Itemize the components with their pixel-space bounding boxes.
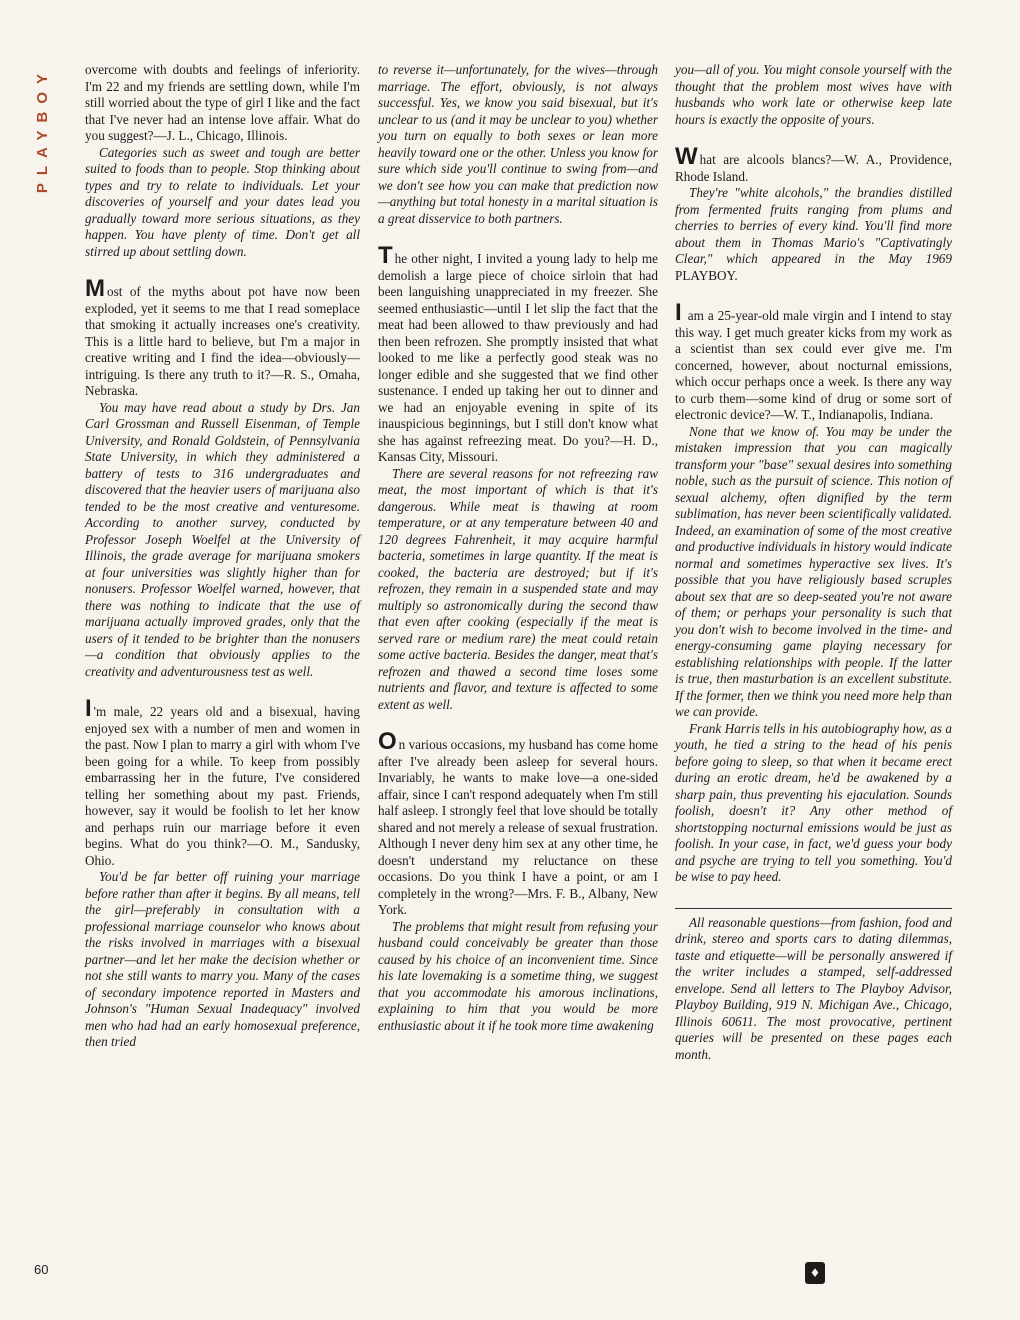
advisor-item: [675, 143, 952, 284]
rabbit-logo-icon: ♦: [805, 1262, 825, 1284]
masthead: PLAYBOY: [34, 66, 51, 194]
question-body: hat are alcools blancs?—W. A., Providence, Rhode Island.: [675, 152, 952, 184]
advisor-item: [378, 62, 658, 227]
question-text: [675, 299, 953, 424]
column-2: [378, 62, 658, 1056]
advisor-item: [85, 62, 360, 260]
advisor-item: [85, 695, 360, 1051]
magazine-name: PLAYBOY.: [675, 267, 738, 283]
drop-cap: T: [378, 242, 393, 269]
answer-text: None that we know of. You may be under the mistaken impression that you can magically transform your "base" sexual desires into something noble, such as the pursuit of science. This notion of sexual alchemy, often dignified by the term sublimation, has never been scientifically validated. Indeed, an examination of some of the most creative and productive individuals in history would indicate normal and sometimes hyperactive sex lives. It's possible that you have religiously based scruples about sex that are so deep-seated you're not aware of them; or perhaps your personality is such that you don't wish to become involved in the time- and energy-consuming game playing necessary for establishing relationships with people. If the latter is true, then masturbation is an excellent substitute. If the former, then we think you need more help than we can provide.: [675, 423, 952, 719]
drop-cap: I: [85, 695, 92, 722]
question-text: [378, 728, 658, 919]
advisor-item: [85, 275, 360, 680]
answer-body: They're "white alcohols," the brandies distilled from fermented fruits ranging from plums and cherries to berries of every kind. You'll find more about them in Thomas Mario's "Captivatingly Clear," which appeared in the May 1969: [675, 185, 952, 266]
answer-text: You may have read about a study by Drs. Jan Carl Grossman and Russell Eisenman, of Temple University, and Ronald Goldstein, of Pennsylvania State University, in which they administered a battery of tests to 316 undergraduates and discovered that the heavier users of marijuana also tended to be the most creative and venturesome. According to another survey, conducted by Professor Joseph Woelfel at the University of Illinois, the grade average for marijuana smokers at four universities was slightly higher than for nonusers. Professor Woelfel warned, however, that there was nothing to indicate that the use of marijuana actually improved grades, only that the users of it tended to be brighter than the nonusers—a condition that obviously applies to the creativity and adventurousness test as well.: [85, 399, 360, 679]
masthead-sidebar: [34, 66, 58, 193]
page-number: 60: [34, 1262, 49, 1277]
submission-note: All reasonable questions—from fashion, food and drink, stereo and sports cars to dating dilemmas, taste and etiquette—will be personally answered if the writer includes a stamped, self-addressed envelope. Send all letters to The Playboy Advisor, Playboy Building, 919 N. Michigan Ave., Chicago, Illinois 60611. The most provocative, pertinent queries will be presented on these pages each month.: [675, 914, 952, 1062]
drop-cap: M: [85, 275, 105, 302]
advisor-item: [675, 299, 953, 886]
advisor-item: [675, 62, 952, 128]
answer-text: [675, 185, 952, 284]
answer-text: Categories such as sweet and tough are better suited to foods than to people. Stop thinking about types and try to relate to individuals. Let your discoveries of yourself and your dates lead you gradually toward more serious situations, as they happen. You have plenty of time. Don't get all stirred up about settling down.: [85, 144, 360, 259]
question-text: [675, 143, 952, 185]
answer-text: The problems that might result from refusing your husband could conceivably be greater than those caused by his choice of an inconvenient time. Since his late lovemaking is a sometime thing, we suggest that you accommodate his amorous inclinations, explaining to him that you would be more enthusiastic about it if he took more time awakening: [378, 918, 658, 1033]
advisor-item: [378, 728, 658, 1034]
drop-cap: W: [675, 143, 698, 170]
answer-text: you—all of you. You might console yourself with the thought that the problem most wives have with husbands who work late or otherwise keep late hours is exactly the opposite of yours.: [675, 62, 952, 127]
question-body: he other night, I invited a young lady to help me demolish a large piece of choice sirloin that had been languishing unappreciated in my freezer. She seemed enthusiastic—until I let slip the fact that the meat had been allowed to thaw previously and had then been refrozen. She promptly insisted that what looked to me like a perfectly good steak was no longer edible and she suggested that we find other sustenance. I ended up taking her out to dinner and we had an enjoyable evening in spite of its inauspicious beginnings, but I still don't know what she has against refreezing meat. Do you?—H. D., Kansas City, Missouri.: [378, 251, 658, 464]
column-1: [85, 62, 360, 1073]
answer-text: to reverse it—unfortunately, for the wives—through marriage. The effort, obviously, is not always successful. Yes, we know you said bisexual, but it's unclear to us (and it may be unclear to you) whether you turn on equally to both sexes or lean more heavily toward one or the other. Unless you know for sure which side you'll continue to swing from—and we don't see how you can make that prediction now—anything but total honesty in a marital situation is a great disservice to both partners.: [378, 62, 658, 226]
answer-text: There are several reasons for not refreezing raw meat, the most important of which is that it's dangerous. While meat is thawing at room temperature, or at any temperature between 40 and 120 degrees Fahrenheit, it may acquire harmful bacteria, sometimes in large quantity. If the meat is cooked, the bacteria are destroyed; but if it's refrozen, they remain in a suspended state and may multiply so astronomically during the second thaw that even after cooking (especially if the meat is served rare or medium rare) the meat could retain some active bacteria. Besides the danger, meat that's refrozen and thawed a second time loses some nutrients and flavor, and texture is affected to some extent as well.: [378, 465, 658, 712]
question-body: ost of the myths about pot have now been exploded, yet it seems to me that I read someplace that smoking it actually increases one's creativity. This is a little hard to believe, but I'm a major in creative writing and I find the idea—obviously—intriguing. Is there any truth to it?—R. S., Omaha, Nebraska.: [85, 284, 360, 398]
question-text: [378, 242, 658, 466]
answer-text: Frank Harris tells in his autobiography how, as a youth, he tied a string to the head of his penis before going to sleep, so that when it became erect during an erotic dream, he'd be awakened by a sharp pain, thus preventing his ejaculation. Sounds foolish, doesn't it? Any other method of shortstopping nocturnal emissions would be just as foolish. In your case, in fact, we'd guess your body and psyche are trying to tell you something. You'd be wise to pay heed.: [675, 720, 952, 884]
answer-text: You'd be far better off ruining your marriage before rather than after it begins. By all means, tell the girl—preferably in consultation with a professional marriage counselor who knows about the risks involved in marriages with a bisexual partner—and let her make the decision whether or not she still wants to marry you. Many of the cases of secondary impotence reported in Masters and Johnson's "Human Sexual Inadequacy" involved men who had had an early homosexual preference, then tried: [85, 869, 360, 1049]
question-text: [85, 695, 360, 869]
question-body: 'm male, 22 years old and a bisexual, having enjoyed sex with a number of men and women in the past. Now I plan to marry a girl with whom I've been going for a while. To keep from possibly embarrassing her in the future, I've considered telling her something about my past. Friends, however, say it would be foolish to let her know and perhaps ruin our marriage before it even begins. What do you think?—O. M., Sandusky, Ohio.: [85, 704, 360, 868]
drop-cap: I: [675, 299, 682, 326]
question-body: am a 25-year-old male virgin and I intend to stay this way. I get much greater kicks from my work as a scientist than sex could ever give me. I'm concerned, however, about nocturnal emissions, which occur perhaps once a week. Is there any way to curb them—some kind of drug or some sort of electronic device?—W. T., Indianapolis, Indiana.: [675, 308, 953, 422]
advisor-item: [378, 242, 658, 713]
question-text: [85, 275, 360, 400]
drop-cap: O: [378, 728, 397, 755]
question-text: overcome with doubts and feelings of inferiority. I'm 22 and my friends are settling down, while I'm still worried about the type of girl I like and the fact that I've never had an intense love affair. What do you suggest?—J. L., Chicago, Illinois.: [85, 62, 360, 143]
question-body: n various occasions, my husband has come home after I've already been asleep for several hours. Invariably, he wants to make love—a one-sided affair, since I can't respond adequately when I'm still half asleep. I strongly feel that love should be totally shared and not merely a release of sexual frustration. Although I never deny him sex at any other time, he doesn't understand my reluctance on these occasions. Do you think I have a point, or am I completely in the wrong?—Mrs. F. B., Albany, New York.: [378, 737, 658, 917]
divider: [675, 908, 952, 909]
column-3: [675, 62, 952, 1063]
